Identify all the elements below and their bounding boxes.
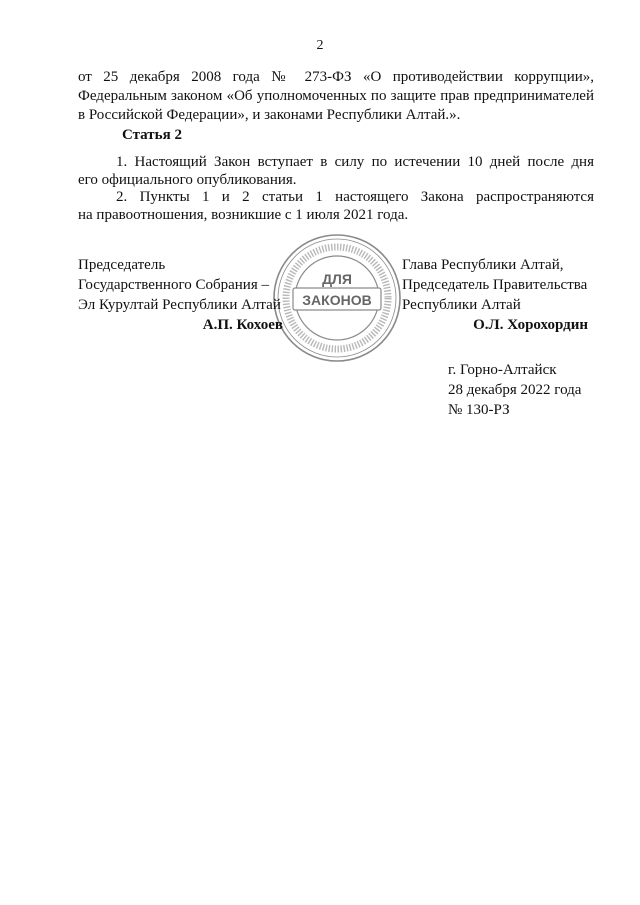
page-number: 2 — [316, 38, 324, 53]
intro-line-1: от 25 декабря 2008 года № 273-ФЗ «О противодействии коррупции», — [78, 69, 594, 85]
signature-right — [402, 255, 588, 333]
signature-right-line-2: Председатель Правительства — [402, 277, 588, 293]
signature-left-line-3: Эл Курултай Республики Алтай — [78, 297, 281, 313]
signature-right-line-3: Республики Алтай — [402, 297, 521, 313]
law-number: № 130-РЗ — [448, 402, 510, 418]
place-date-block — [448, 360, 581, 420]
article-heading: Статья 2 — [122, 127, 182, 143]
intro-line-3: в Российской Федерации», и законами Республики Алтай.». — [78, 107, 461, 123]
article-line-4: на правоотношения, возникшие с 1 июля 2021 года. — [78, 207, 409, 223]
place: г. Горно-Алтайск — [448, 362, 557, 378]
article-line-3: 2. Пункты 1 и 2 статьи 1 настоящего Закона распространяются — [116, 189, 594, 205]
signature-right-line-1: Глава Республики Алтай, — [402, 257, 564, 273]
signature-left-line-2: Государственного Собрания – — [78, 277, 269, 293]
seal-stamp — [271, 232, 403, 364]
stamp-line-2: ЗАКОНОВ — [302, 292, 372, 308]
stamp-line-1: ДЛЯ — [322, 271, 352, 287]
signature-right-name: О.Л. Хорохордин — [473, 317, 588, 333]
article-line-1: 1. Настоящий Закон вступает в силу по истечении 10 дней после дня — [116, 154, 594, 170]
signature-left — [78, 255, 283, 333]
date: 28 декабря 2022 года — [448, 382, 582, 398]
article-line-2: его официального опубликования. — [78, 172, 297, 188]
signature-left-line-1: Председатель — [78, 257, 166, 273]
intro-line-2: Федеральным законом «Об уполномоченных по защите прав предпринимателей — [78, 88, 594, 104]
signature-left-name: А.П. Кохоев — [202, 317, 283, 333]
